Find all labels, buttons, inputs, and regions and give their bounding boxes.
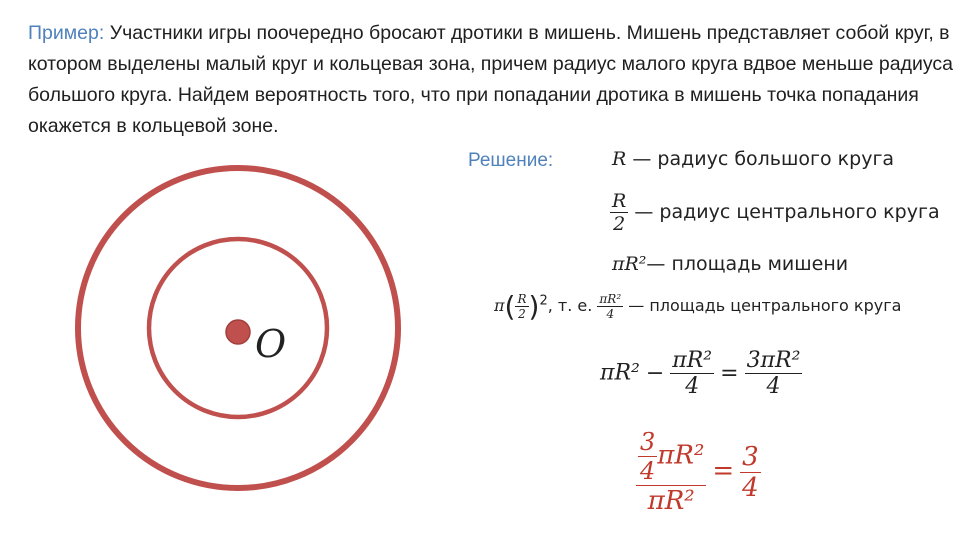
problem-text: Участники игры поочередно бросают дротики в мишень. Мишень представляет собой круг, в котором выделены малый круг и кольцевая зона, причем радиус малого круга вдвое меньше радиуса большого круга. Найдем вероятность того, что при попадании дротика в мишень точка попадания окажется в кольцевой зоне. bbox=[28, 22, 954, 137]
solution-line-target-area: πR²— площадь мишени bbox=[612, 253, 849, 275]
center-point bbox=[226, 320, 250, 344]
fraction-R-over-2: $\frac{R}{2}$ bbox=[612, 190, 627, 235]
expr-area: πR² bbox=[612, 253, 647, 275]
answer-small-fraction: $\frac{3}{4}$ bbox=[640, 428, 656, 485]
solution-label: Решение: bbox=[468, 150, 554, 171]
desc-small-radius: радиус центрального круга bbox=[659, 201, 940, 223]
solution-answer: $\frac{3}{4}$ πR² πR² = $\frac{3}{4}$ bbox=[636, 428, 761, 516]
desc-big-radius: радиус большого круга bbox=[657, 148, 895, 170]
answer-result-fraction: $\frac{3}{4}$ bbox=[742, 441, 759, 503]
target-diagram bbox=[60, 160, 420, 520]
desc-center-area: площадь центрального круга bbox=[649, 296, 902, 315]
fraction-piR2-over-4-b: $\frac{\text{πR²}}{4}$ bbox=[672, 348, 713, 399]
answer-main-fraction: $\frac{3}{4}$ πR² πR² bbox=[636, 428, 706, 516]
fraction-R-over-2-inner: $\frac{R}{2}$ bbox=[517, 292, 527, 321]
fraction-piR2-over-4: $\frac{\text{πR²}}{4}$ bbox=[599, 292, 622, 321]
desc-target-area: площадь мишени bbox=[671, 253, 849, 275]
problem-statement bbox=[28, 18, 953, 142]
var-R: R bbox=[612, 148, 627, 170]
center-label: O bbox=[255, 322, 287, 366]
fraction-3piR2-over-4: $\frac{\text{3πR²}}{4}$ bbox=[746, 348, 801, 399]
solution-line-ring-area: πR² − $\frac{\text{πR²}}{4}$ = $\frac{\text{3πR²}}{4}$ bbox=[600, 348, 801, 399]
example-label: Пример: bbox=[28, 22, 105, 44]
solution-line-center-area: π( $\frac{R}{2}$ )$^2$, т. е. $\frac{\text{πR²}}{4}$ — площадь центрального круга bbox=[494, 290, 902, 323]
solution-line-big-radius: R — радиус большого круга bbox=[612, 148, 895, 170]
solution-line-small-radius: $\frac{R}{2}$ — радиус центрального круга bbox=[612, 190, 940, 235]
